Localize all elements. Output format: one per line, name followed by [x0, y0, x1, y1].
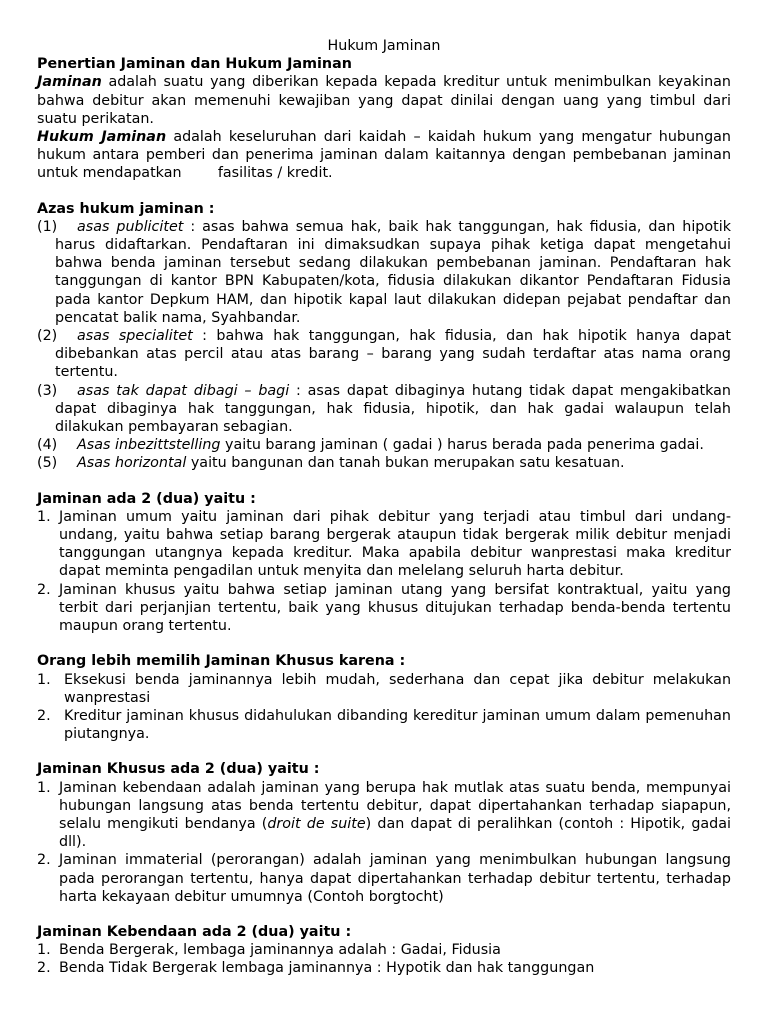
list-item: (4) Asas inbezittstelling yaitu barang jaminan ( gadai ) harus berada pada penerima gadai. [37, 437, 704, 454]
definition-hukum-jaminan-text: adalah keseluruhan dari kaidah – kaidah hukum yang mengatur hubungan hukum antara pemberi dan penerima jaminan dalam kaitannya dengan pembebanan jaminan untuk mendapatkan fasilitas / kredit. [37, 129, 736, 182]
term-jaminan: Jaminan [37, 74, 102, 91]
section-heading-khusus: Jaminan Khusus ada 2 (dua) yaitu : [37, 761, 320, 778]
section-heading-jaminan-dua: Jaminan ada 2 (dua) yaitu : [37, 490, 256, 507]
list-item: 1. Eksekusi benda jaminannya lebih mudah, sederhana dan cepat jika debitur melakukan wanprestasi [37, 671, 731, 706]
list-item: (2) asas specialitet : bahwa hak tanggungan, hak fidusia, dan hak hipotik hanya dapat dibebankan atas percil atau atas barang – barang yang sudah terdaftar atas nama orang tertentu. [37, 328, 731, 381]
term-hukum-jaminan: Hukum Jaminan [37, 129, 167, 146]
list-item: (3) asas tak dapat dibagi – bagi : asas dapat dibaginya hutang tidak dapat mengakibatkan dapat dibaginya hak tanggungan, hak fidusia, hipotik, dan hak gadai walaupun telah dilakukan pembayaran sebagian. [37, 382, 731, 436]
kebendaan-list [37, 941, 731, 977]
document-title: Hukum Jaminan [327, 38, 441, 54]
list-item: 2. Kreditur jaminan khusus didahulukan dibanding kereditur jaminan umum dalam pemenuhan piutangnya. [37, 707, 731, 743]
section-heading-preference: Orang lebih memilih Jaminan Khusus karena : [37, 653, 406, 670]
list-item: (5) Asas horizontal yaitu bangunan dan tanah bukan merupakan satu kesatuan. [37, 455, 625, 472]
jaminan-types-list [37, 508, 731, 635]
list-item: 1. Jaminan umum yaitu jaminan dari pihak debitur yang terjadi atau timbul dari undang-undang, yaitu bahwa setiap barang bergerak ataupun tidak bergerak milik debitur menjadi tanggungan utangnya kepada kreditur. Maka apabila debitur wanprestasi maka kreditur dapat meminta pengadilan untuk menyita dan melelang seluruh harta debitur. [37, 508, 731, 580]
list-item: (1) asas publicitet : asas bahwa semua hak, baik hak tanggungan, hak fidusia, dan hipotik harus didaftarkan. Pendaftaran ini dimaksudkan supaya pihak ketiga dapat mengetahui bahwa benda jaminan tersebut sedang dilakukan pembebanan jaminan. Pendaftaran hak tanggungan di kantor BPN Kabupaten/kota, fidusia dilakukan dikantor Pendaftaran Fidusia pada kantor Depkum HAM, dan hipotik kapal laut dilakukan didepan pejabat pendaftar dan pencatat balik nama, Syahbandar. [37, 218, 731, 326]
definition-hukum-jaminan [37, 128, 736, 183]
section-heading-azas: Azas hukum jaminan : [37, 200, 215, 217]
list-item: 2. Jaminan khusus yaitu bahwa setiap jaminan utang yang bersifat kontraktual, yaitu yang terbit dari perjanjian tertentu, baik yang khusus ditujukan terhadap benda-benda tertentu maupun orang tertentu. [37, 581, 731, 635]
khusus-list [37, 779, 731, 906]
list-item: 2. Jaminan immaterial (perorangan) adalah jaminan yang menimbulkan hubungan langsung pada perorangan tertentu, hanya dapat dipertahankan terhadap debitur tertentu, terhadap harta kekayaan debitur umumnya (Contoh borgtocht) [37, 852, 731, 905]
definition-jaminan-text: adalah suatu yang diberikan kepada kepada kreditur untuk menimbulkan keyakinan bahwa debitur akan memenuhi kewajiban yang dapat dinilai dengan uang yang timbul dari suatu perikatan. [37, 74, 731, 127]
list-item: 2. Benda Tidak Bergerak lembaga jaminannya : Hypotik dan hak tanggungan [37, 960, 595, 977]
list-item: 1. Benda Bergerak, lembaga jaminannya adalah : Gadai, Fidusia [37, 942, 501, 959]
section-heading-kebendaan: Jaminan Kebendaan ada 2 (dua) yaitu : [37, 923, 352, 940]
definition-jaminan [37, 73, 731, 128]
list-item: 1. Jaminan kebendaan adalah jaminan yang berupa hak mutlak atas suatu benda, mempunyai hubungan langsung atas benda tertentu debitur, dapat dipertahankan terhadap siapapun, selalu mengikuti bendanya (droit de suite) dan dapat di peralihkan (contoh : Hipotik, gadai dll). [37, 779, 731, 851]
preference-list [37, 671, 731, 744]
section-heading-pengertian: Penertian Jaminan dan Hukum Jaminan [37, 56, 352, 73]
azas-list [37, 218, 731, 473]
